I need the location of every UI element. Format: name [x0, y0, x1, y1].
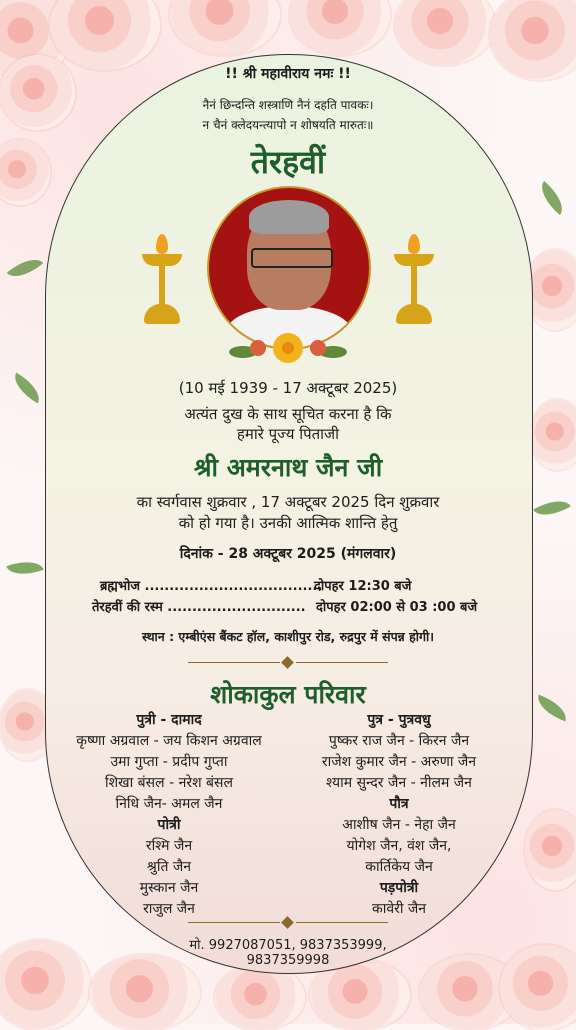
ornamental-divider: [188, 658, 388, 668]
list-item: शिखा बंसल - नरेश बंसल: [105, 775, 233, 791]
ritual-label: तेरहवीं की रस्म ............................: [92, 600, 306, 615]
shloka-line-2: न चैनं क्लेदयन्त्यापो न शोषयति मारुतः॥: [202, 118, 374, 132]
great-granddaughter-heading: पड़पोत्री: [379, 880, 419, 896]
deceased-name: श्री अमरनाथ जैन जी: [193, 453, 383, 482]
list-item: श्रुति जैन: [146, 859, 192, 875]
rose-decoration: [215, 965, 305, 1030]
contact-line-1: मो. 9927087051, 9837353999,: [189, 938, 387, 953]
ritual-time: दोपहर 02:00 से 03 :00 बजे: [316, 600, 478, 615]
granddaughters-heading: पोत्री: [157, 817, 181, 833]
family-right-column: [292, 710, 506, 920]
brahmbhoj-label: ब्रह्मभोज ....................................: [100, 579, 323, 594]
list-item: निधि जैन- अमल जैन: [115, 796, 223, 812]
rose-decoration: [395, 0, 495, 65]
brahmbhoj-time: दोपहर 12:30 बजे: [314, 579, 412, 594]
daughters-heading: पुत्री - दामाद: [136, 712, 202, 728]
ornamental-divider: [188, 918, 388, 928]
leaf-decoration: [534, 181, 570, 215]
list-item: कार्तिकेय जैन: [365, 859, 433, 875]
contact-line-2: 9837359998: [246, 953, 330, 968]
demise-line-2: को हो गया है। उनकी आत्मिक शान्ति हेतु: [178, 514, 398, 532]
list-item: कावेरी जैन: [371, 901, 427, 917]
shloka-line-1: नैनं छिन्दन्ति शस्त्राणि नैनं दहति पावकः।: [202, 98, 374, 112]
rose-decoration: [50, 0, 160, 70]
list-item: मुस्कान जैन: [139, 880, 199, 896]
list-item: पुष्कर राज जैन - किरन जैन: [328, 733, 470, 749]
list-item: राजेश कुमार जैन - अरुणा जैन: [321, 754, 477, 770]
intro-line-1: अत्यंत दुख के साथ सूचित करना है कि: [184, 405, 392, 423]
family-heading: शोकाकुल परिवार: [210, 680, 366, 709]
venue-text: स्थान : एम्बीएंस बैंकट हॉल, काशीपुर रोड, रुद्रपुर में संपन्न होगी।: [141, 629, 435, 644]
diya-lamp-icon: [140, 234, 184, 328]
list-item: रश्मि जैन: [145, 838, 193, 854]
page-title: तेरहवीं: [250, 143, 326, 181]
diya-lamp-icon: [392, 234, 436, 328]
leaf-decoration: [7, 251, 43, 285]
list-item: कृष्णा अग्रवाल - जय किशन अग्रवाल: [76, 733, 262, 749]
list-item: उमा गुप्ता - प्रदीप गुप्ता: [110, 754, 228, 770]
list-item: आशीष जैन - नेहा जैन: [342, 817, 456, 833]
rose-decoration: [525, 810, 576, 890]
invocation-text: !! श्री महावीराय नमः !!: [225, 66, 351, 82]
list-item: राजुल जैन: [143, 901, 195, 917]
flower-garland-icon: [228, 330, 348, 368]
event-date: दिनांक - 28 अक्टूबर 2025 (मंगलवार): [179, 546, 397, 562]
list-item: श्याम सुन्दर जैन - नीलम जैन: [326, 775, 472, 791]
life-dates: (10 मई 1939 - 17 अक्टूबर 2025): [178, 379, 398, 397]
intro-line-2: हमारे पूज्य पिताजी: [236, 425, 340, 443]
demise-line-1: का स्वर्गवास शुक्रवार , 17 अक्टूबर 2025 दिन शुक्रवार: [136, 493, 440, 511]
list-item: योगेश जैन, वंश जैन,: [346, 838, 452, 854]
rose-decoration: [290, 0, 390, 55]
portrait-photo: [207, 186, 371, 350]
family-left-column: [46, 710, 292, 920]
rose-decoration: [170, 0, 280, 55]
grandsons-heading: पौत्र: [389, 796, 409, 812]
sons-heading: पुत्र - पुत्रवधु: [367, 712, 431, 728]
